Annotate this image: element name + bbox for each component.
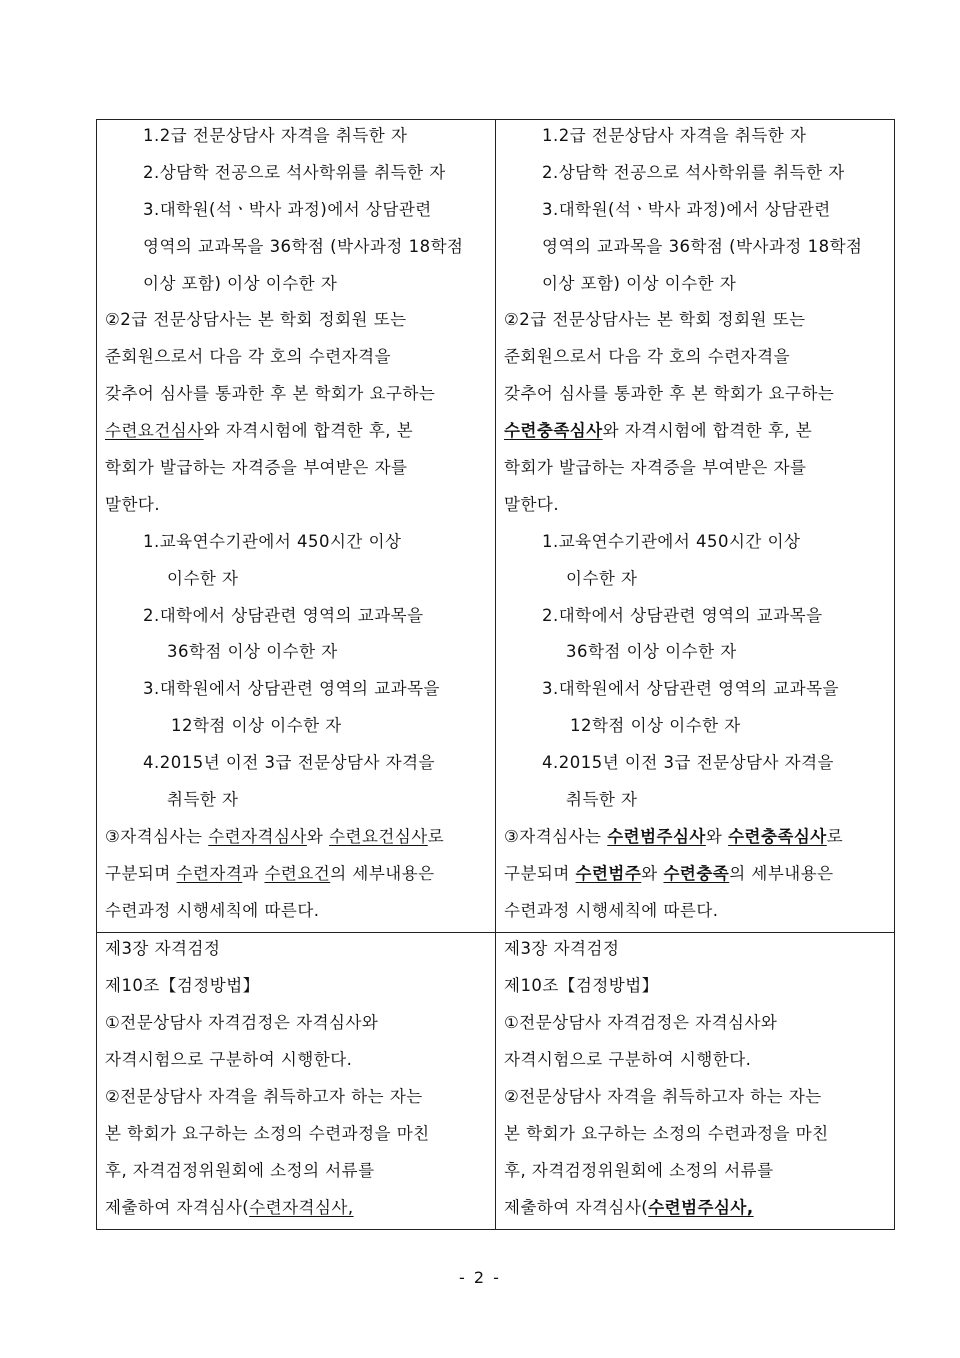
text-line: ②2급 전문상담사는 본 학회 정회원 또는: [504, 310, 806, 330]
text-span: 와: [306, 826, 330, 846]
text-line: ②전문상담사 자격을 취득하고자 하는 자는: [504, 1086, 822, 1106]
text-line: [504, 858, 888, 895]
text-line: ①전문상담사 자격검정은 자격심사와: [504, 1012, 778, 1032]
text-line: 취득한 자: [566, 790, 638, 810]
text-span: 과: [242, 863, 265, 883]
underlined-term: 수련요건: [264, 863, 331, 883]
text-line: 이상 포함) 이상 이수한 자: [143, 273, 338, 293]
text-line: 이수한 자: [566, 568, 638, 588]
text-line: [504, 821, 888, 858]
text-line: ②전문상담사 자격을 취득하고자 하는 자는: [105, 1086, 423, 1106]
text-line: 36학점 이상 이수한 자: [167, 642, 338, 662]
text-line: 영역의 교과목을 36학점 (박사과정 18학점: [542, 236, 863, 256]
underlined-term: 수련요건심사: [329, 826, 428, 846]
text-line: 말한다.: [105, 494, 161, 514]
text-line: 2.상담학 전공으로 석사학위를 취득한 자: [542, 162, 845, 182]
underlined-term: 수련충족심사: [504, 421, 603, 441]
comparison-table: [96, 119, 895, 1230]
underlined-term: 수련자격: [176, 863, 243, 883]
text-line: 12학점 이상 이수한 자: [171, 716, 342, 736]
text-line: 준회원으로서 다음 각 호의 수련자격을: [105, 347, 392, 367]
text-span: 로: [826, 826, 844, 846]
left-cell-examination: [97, 932, 496, 1229]
text-line: ①전문상담사 자격검정은 자격심사와: [105, 1012, 379, 1032]
left-cell-qualifications: [97, 120, 496, 933]
text-line: 갖추어 심사를 통과한 후 본 학회가 요구하는: [105, 384, 436, 404]
text-line: 학회가 발급하는 자격증을 부여받은 자를: [504, 458, 807, 478]
text-span: 제출하여 자격심사(: [105, 1197, 250, 1217]
text-span: 와: [641, 863, 664, 883]
text-line: 자격시험으로 구분하여 시행한다.: [504, 1049, 752, 1069]
chapter-heading: 제3장 자격검정: [504, 938, 620, 958]
text-line: 본 학회가 요구하는 소정의 수련과정을 마친: [504, 1123, 829, 1143]
text-line: 1.교육연수기관에서 450시간 이상: [542, 531, 801, 551]
text-line: 1.2급 전문상담사 자격을 취득한 자: [143, 126, 408, 145]
text-span: 와 자격시험에 합격한 후, 본: [203, 421, 414, 441]
article-heading: 제10조【검정방법】: [105, 975, 260, 995]
text-line: 36학점 이상 이수한 자: [566, 642, 737, 662]
text-line: [105, 415, 489, 452]
text-line: 3.대학원(석ㆍ박사 과정)에서 상담관련: [542, 199, 831, 219]
text-span: 로: [427, 826, 445, 846]
page-number: - 2 -: [459, 1268, 501, 1287]
text-line: 12학점 이상 이수한 자: [570, 716, 741, 736]
text-line: [105, 1192, 489, 1229]
text-line: 수련과정 시행세칙에 따른다.: [504, 900, 719, 920]
text-line: 수련과정 시행세칙에 따른다.: [105, 900, 320, 920]
underlined-term: 수련충족심사: [728, 826, 827, 846]
text-line: 후, 자격검정위원회에 소정의 서류를: [105, 1160, 375, 1180]
underlined-term: 수련충족: [663, 863, 730, 883]
text-line: [105, 821, 489, 858]
text-line: 2.대학에서 상담관련 영역의 교과목을: [143, 605, 424, 625]
text-line: 취득한 자: [167, 790, 239, 810]
text-line: 4.2015년 이전 3급 전문상담사 자격을: [542, 753, 834, 773]
text-span: ③자격심사는: [105, 826, 209, 846]
underlined-term: 수련범주: [575, 863, 642, 883]
article-heading: 제10조【검정방법】: [504, 975, 659, 995]
text-span: 구분되며: [504, 863, 576, 883]
text-line: 준회원으로서 다음 각 호의 수련자격을: [504, 347, 791, 367]
text-line: 말한다.: [504, 494, 560, 514]
text-span: 구분되며: [105, 863, 177, 883]
text-line: [105, 858, 489, 895]
text-line: 1.2급 전문상담사 자격을 취득한 자: [542, 126, 807, 145]
text-line: [504, 1192, 888, 1229]
text-line: 이수한 자: [167, 568, 239, 588]
text-line: 갖추어 심사를 통과한 후 본 학회가 요구하는: [504, 384, 835, 404]
underlined-term: 수련범주심사,: [648, 1197, 754, 1217]
text-line: ②2급 전문상담사는 본 학회 정회원 또는: [105, 310, 407, 330]
underlined-term: 수련자격심사,: [249, 1197, 354, 1217]
text-line: 자격시험으로 구분하여 시행한다.: [105, 1049, 353, 1069]
text-span: 의 세부내용은: [330, 863, 435, 883]
text-line: 3.대학원에서 상담관련 영역의 교과목을: [542, 679, 840, 699]
text-line: 이상 포함) 이상 이수한 자: [542, 273, 737, 293]
text-line: 2.대학에서 상담관련 영역의 교과목을: [542, 605, 823, 625]
table-row: [97, 932, 895, 1229]
text-line: 3.대학원(석ㆍ박사 과정)에서 상담관련: [143, 199, 432, 219]
text-line: 3.대학원에서 상담관련 영역의 교과목을: [143, 679, 441, 699]
text-line: 1.교육연수기관에서 450시간 이상: [143, 531, 402, 551]
underlined-term: 수련범주심사: [607, 826, 706, 846]
table-row: [97, 120, 895, 933]
text-line: 후, 자격검정위원회에 소정의 서류를: [504, 1160, 774, 1180]
text-line: 영역의 교과목을 36학점 (박사과정 18학점: [143, 236, 464, 256]
text-line: 4.2015년 이전 3급 전문상담사 자격을: [143, 753, 435, 773]
right-cell-qualifications: [496, 120, 895, 933]
text-span: 와: [705, 826, 729, 846]
text-line: 본 학회가 요구하는 소정의 수련과정을 마친: [105, 1123, 430, 1143]
text-line: [504, 415, 888, 452]
right-cell-examination: [496, 932, 895, 1229]
text-span: 제출하여 자격심사(: [504, 1197, 649, 1217]
text-span: 의 세부내용은: [729, 863, 834, 883]
underlined-term: 수련요건심사: [105, 421, 204, 441]
text-span: 와 자격시험에 합격한 후, 본: [602, 421, 813, 441]
text-line: 2.상담학 전공으로 석사학위를 취득한 자: [143, 162, 446, 182]
chapter-heading: 제3장 자격검정: [105, 938, 221, 958]
text-line: 학회가 발급하는 자격증을 부여받은 자를: [105, 458, 408, 478]
text-span: ③자격심사는: [504, 826, 608, 846]
underlined-term: 수련자격심사: [208, 826, 307, 846]
